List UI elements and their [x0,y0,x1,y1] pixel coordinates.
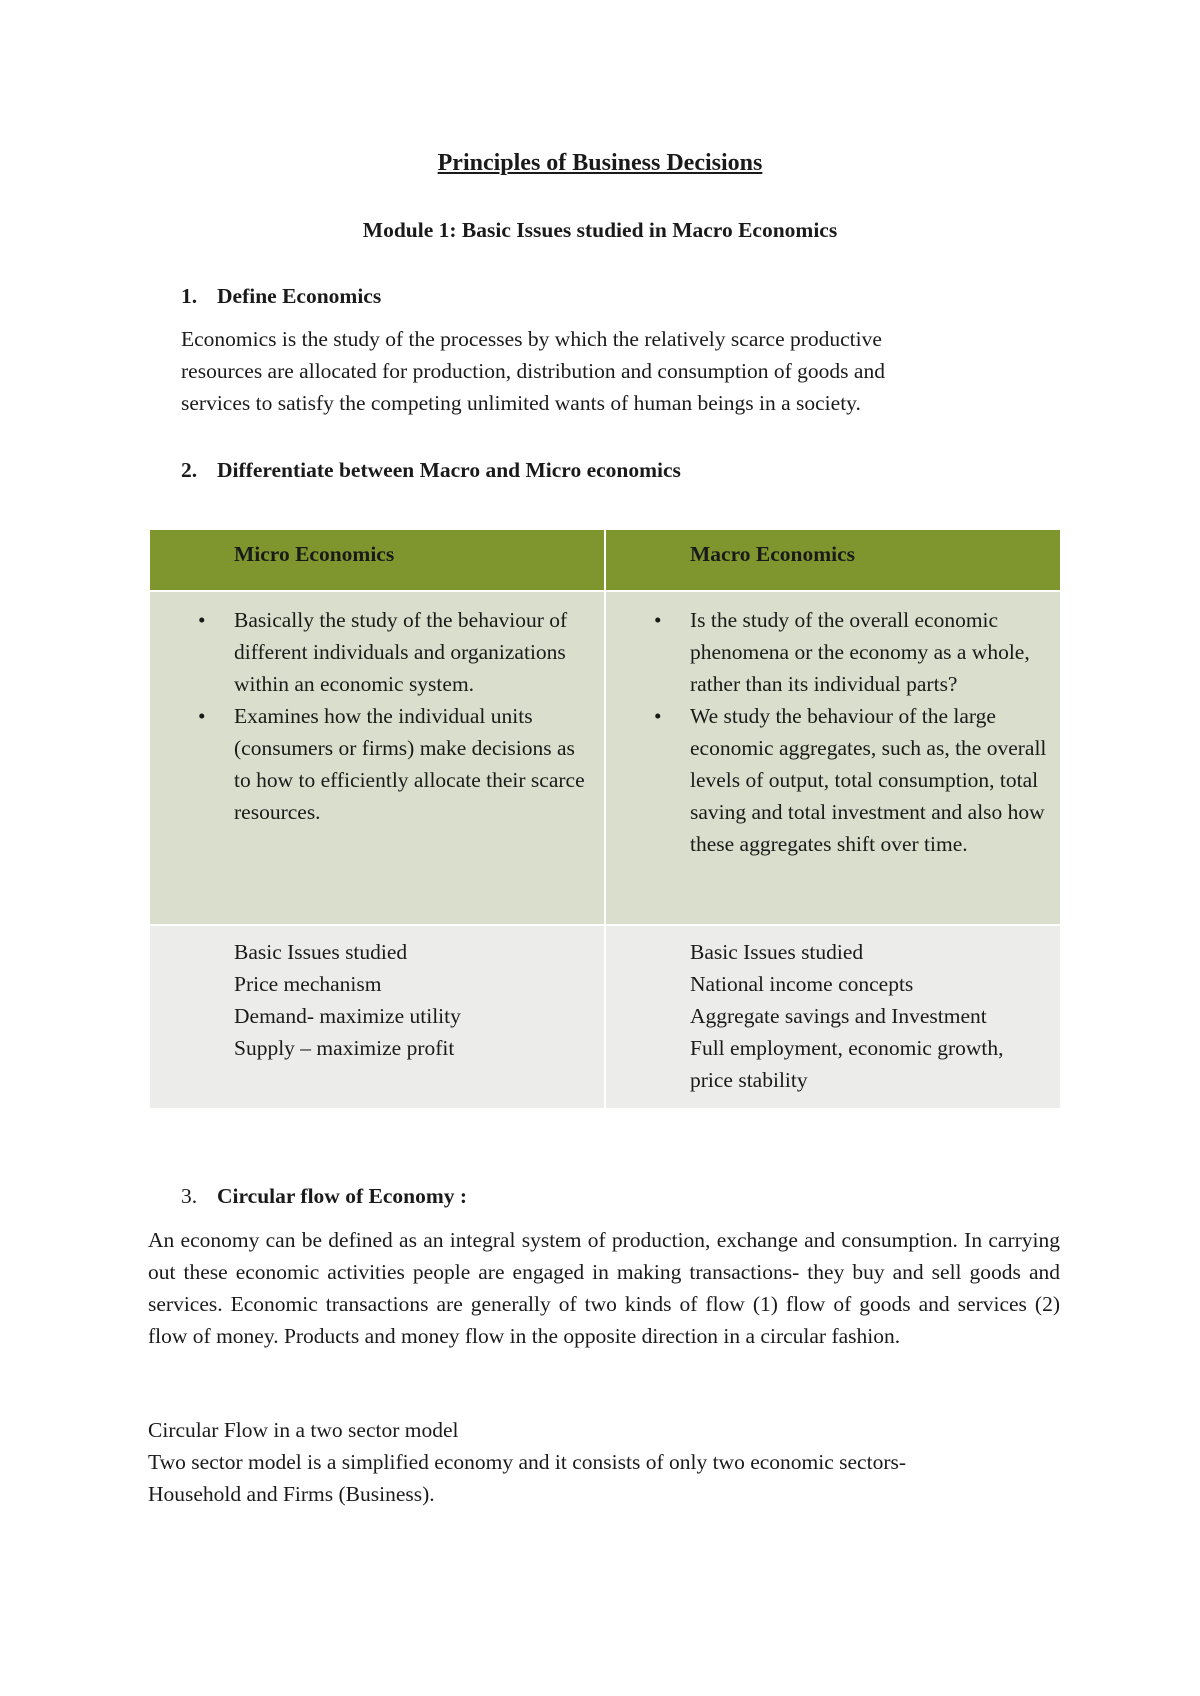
issue-line: National income concepts [690,972,914,996]
circular-flow-paragraph: An economy can be defined as an integral system of production, exchange and consumption. In carrying out these economic activities people are engaged in making transactions- they buy and sell goods and services. Economic transactions are generally of two kinds of flow (1) flow of goods and services (2) flow of money. Products and money flow in the opposite direction in a circular fashion. [148,1228,1060,1348]
two-sector-model-title: Circular Flow in a two sector model [148,1418,459,1442]
issue-line: price stability [690,1068,808,1092]
section-3-heading [181,1180,467,1212]
list-item: • Is the study of the overall economic phenomena or the economy as a whole, rather than its individual parts? [690,604,1052,700]
issue-line: Aggregate savings and Investment [690,1004,987,1028]
micro-issues-cell [149,925,605,1109]
micro-economics-header: Micro Economics [149,529,605,591]
section-2-title: Differentiate between Macro and Micro economics [217,458,681,482]
issue-line: Price mechanism [234,972,382,996]
economics-definition [181,323,1001,419]
micro-macro-comparison-table [148,528,1062,1110]
list-item: • We study the behaviour of the large economic aggregates, such as, the overall levels of output, total consumption, total saving and total investment and also how these aggregates shift over time. [690,700,1052,860]
paragraph-line: Household and Firms (Business). [148,1482,435,1506]
issue-line: Demand- maximize utility [234,1004,461,1028]
two-sector-model-text [148,1446,1060,1510]
section-1-heading [181,280,381,312]
issue-line: Basic Issues studied [234,940,408,964]
issue-line: Full employment, economic growth, [690,1036,1004,1060]
section-1-number: 1. [181,284,198,308]
paragraph-line: Economics is the study of the processes by which the relatively scarce productive [181,327,882,351]
module-heading: Module 1: Basic Issues studied in Macro Economics [362,218,838,242]
paragraph-line: resources are allocated for production, distribution and consumption of goods and [181,359,885,383]
section-1-title: Define Economics [217,284,382,308]
macro-description-cell [605,591,1061,925]
list-item: • Examines how the individual units (consumers or firms) make decisions as to how to efficiently allocate their scarce resources. [234,700,596,828]
macro-economics-header: Macro Economics [605,529,1061,591]
issue-line: Basic Issues studied [690,940,864,964]
section-2-number: 2. [181,458,198,482]
macro-issues-cell [605,925,1061,1109]
section-3-title: Circular flow of Economy : [217,1184,468,1208]
document-title: Principles of Business Decisions [437,150,763,176]
paragraph-line: Two sector model is a simplified economy and it consists of only two economic sectors- [148,1450,907,1474]
section-3-number: 3. [181,1184,198,1208]
issue-line: Supply – maximize profit [234,1036,455,1060]
paragraph-line: services to satisfy the competing unlimited wants of human beings in a society. [181,391,861,415]
list-item: • Basically the study of the behaviour of different individuals and organizations within an economic system. [234,604,596,700]
micro-description-cell [149,591,605,925]
section-2-heading [181,454,681,486]
